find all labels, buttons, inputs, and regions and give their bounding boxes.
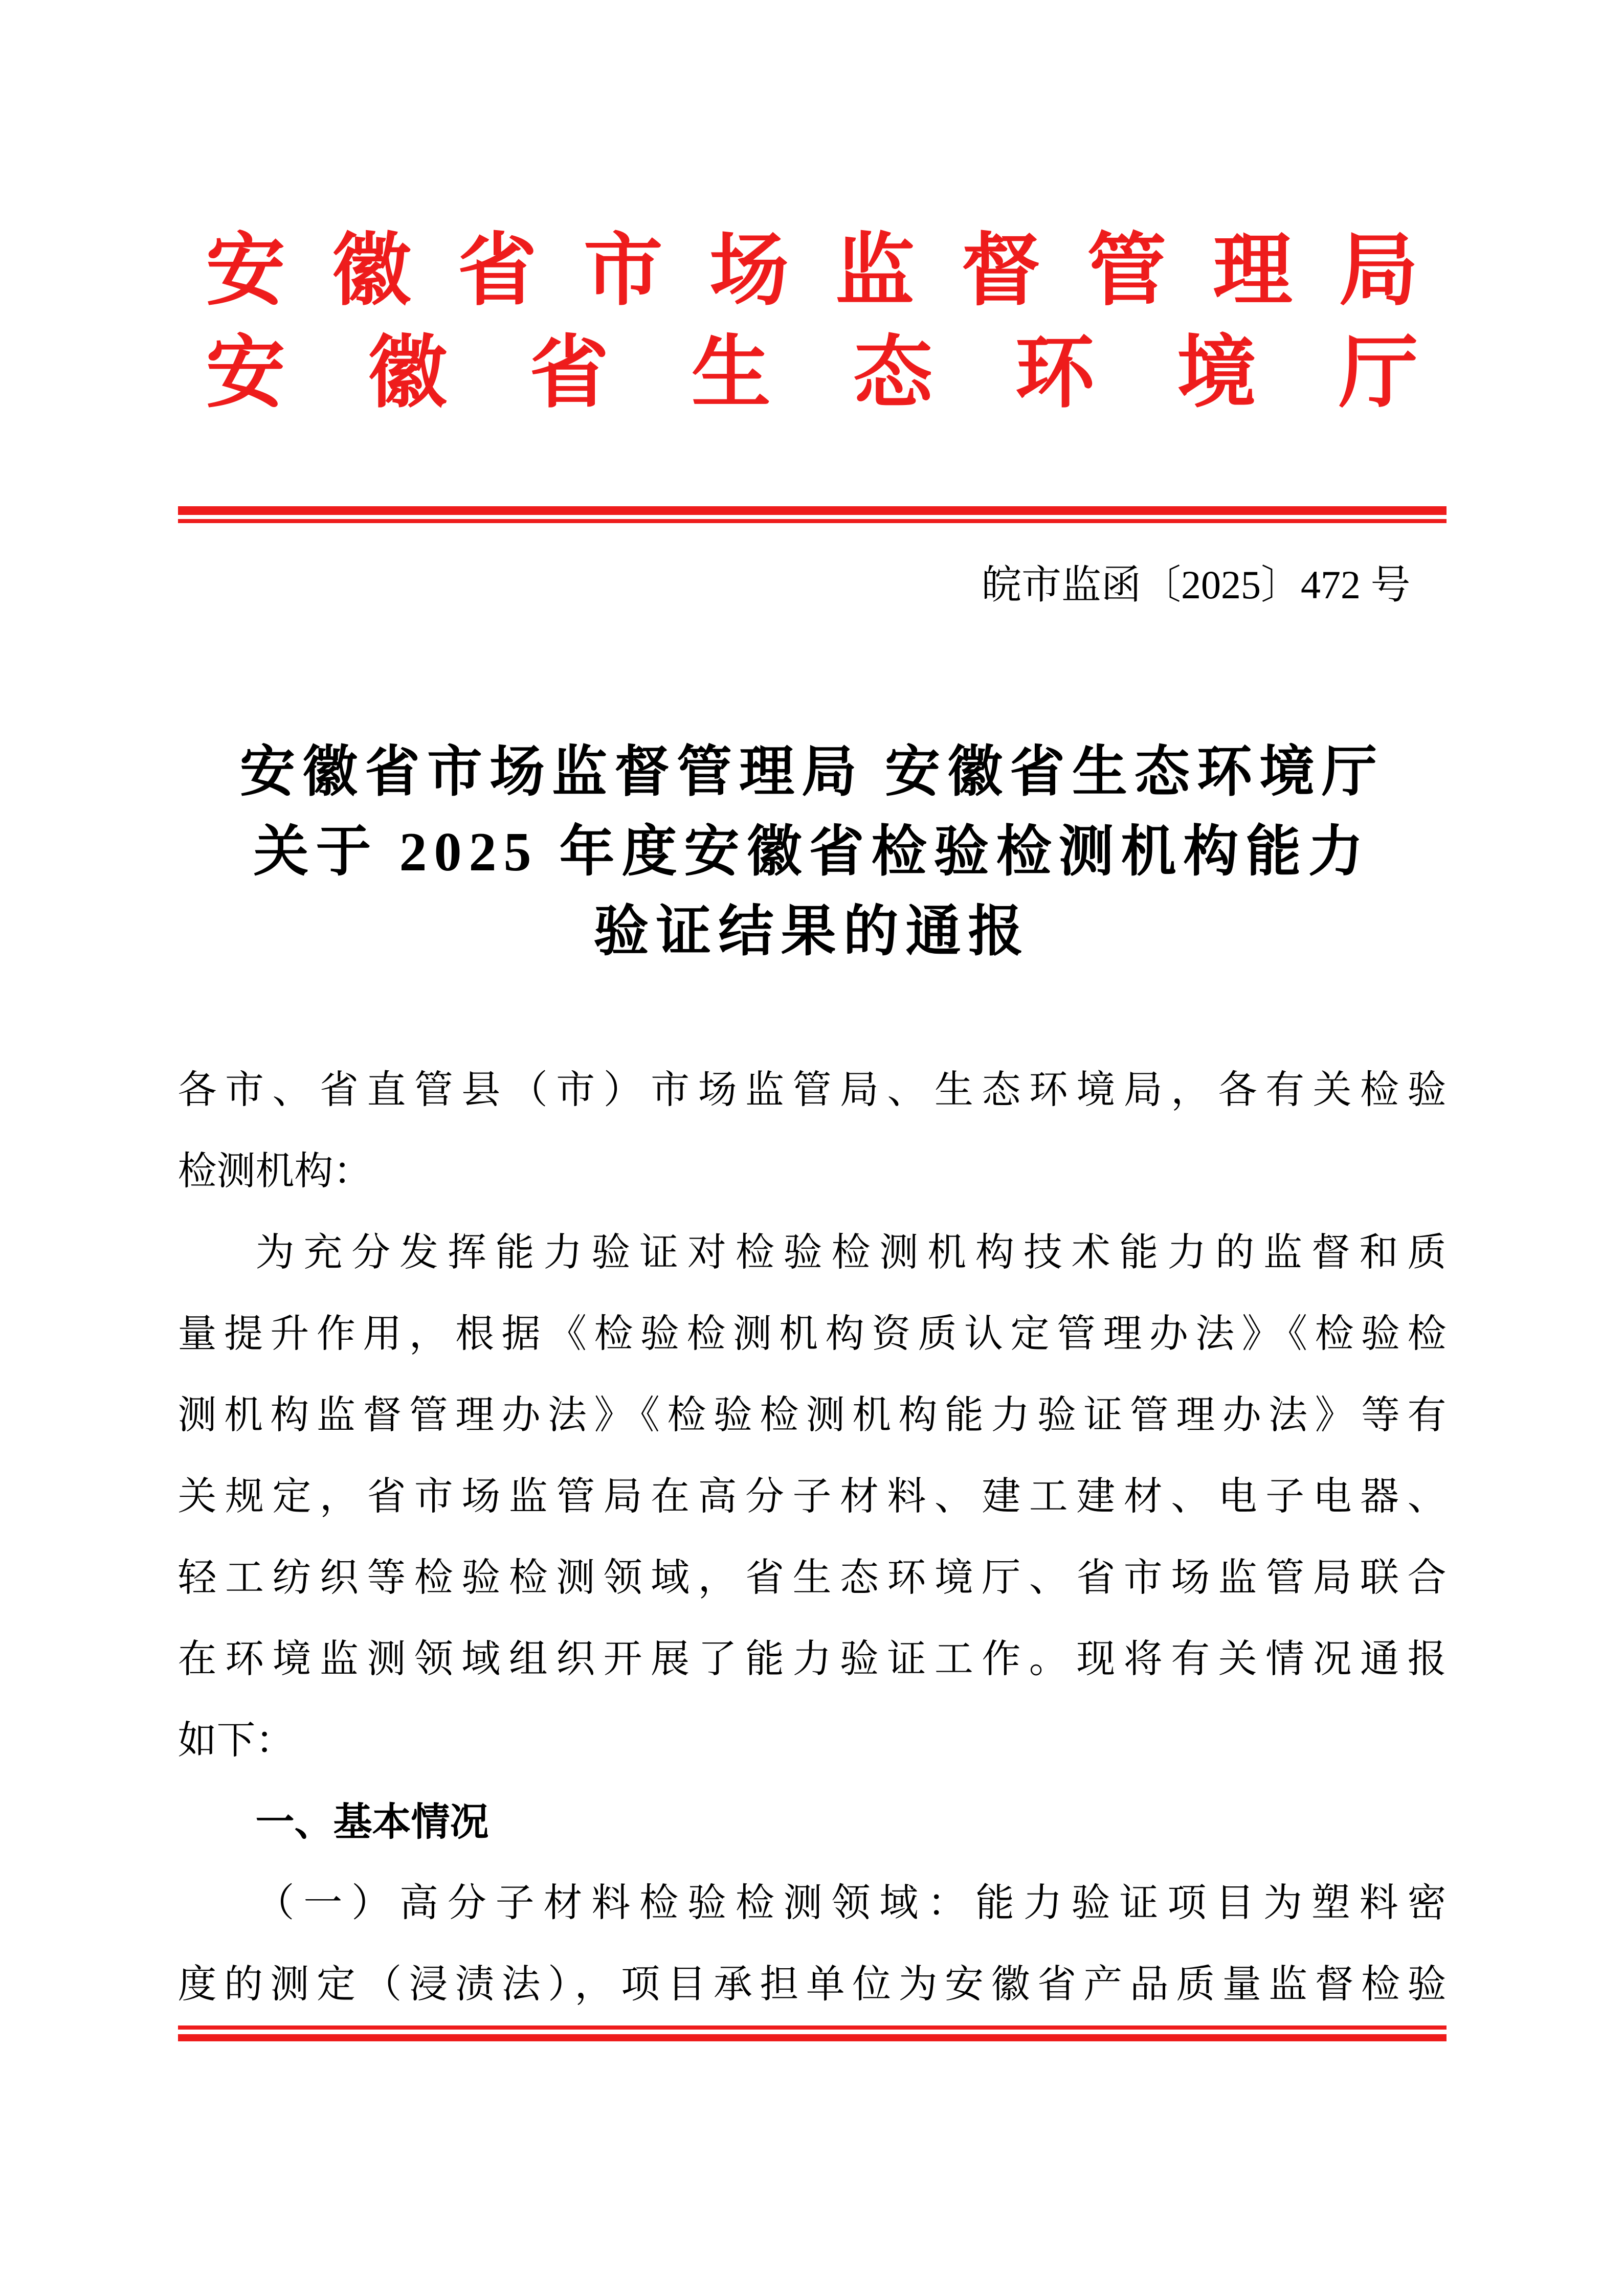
- document-title: [178, 733, 1447, 972]
- paragraph-line: 为充分发挥能力验证对检验检测机构技术能力的监督和质: [255, 1231, 1447, 1274]
- header-separator: [178, 506, 1447, 523]
- footer-separator-thin-line: [178, 2025, 1447, 2030]
- salutation-line: 检测机构：: [177, 1150, 372, 1193]
- footer-separator-thick-line: [178, 2034, 1447, 2041]
- document-body: [178, 1050, 1447, 2025]
- document-title-line3: 验证结果的通报: [593, 902, 1031, 962]
- footer-separator: [178, 2025, 1447, 2041]
- paragraph-line: 测机构监督管理办法》《检验检测机构能力验证管理办法》等有: [177, 1394, 1447, 1437]
- agency-name-line1: 安徽省市场监督管理局: [206, 227, 1418, 315]
- paragraph-line: （一）高分子材料检验检测领域：能力验证项目为塑料密: [255, 1882, 1447, 1925]
- header-separator-thin-line: [178, 519, 1447, 523]
- paragraph-line: 在环境监测领域组织开展了能力验证工作。现将有关情况通报: [177, 1638, 1447, 1681]
- paragraph-line: 如下：: [177, 1719, 295, 1762]
- salutation-line: 各市、省直管县（市）市场监管局、生态环境局，各有关检验: [177, 1069, 1447, 1112]
- paragraph-line: 量提升作用，根据《检验检测机构资质认定管理办法》《检验检: [177, 1313, 1447, 1356]
- document-page: [178, 0, 1447, 2041]
- paragraph-line: 关规定，省市场监管局在高分子材料、建工建材、电子电器、: [177, 1475, 1447, 1518]
- section-heading: 一、基本情况: [255, 1800, 489, 1844]
- paragraph-line: 度的测定（浸渍法），项目承担单位为安徽省产品质量监督检验: [177, 1963, 1447, 2006]
- document-number: 皖市监函〔2025〕472 号: [981, 562, 1411, 607]
- document-title-line2: 关于 2025 年度安徽省检验检测机构能力: [253, 822, 1371, 883]
- document-title-line1: 安徽省市场监督管理局 安徽省生态环境厅: [239, 742, 1384, 803]
- agency-name-line2: 安徽省生态环境厅: [206, 329, 1418, 417]
- header-separator-thick-line: [178, 506, 1447, 515]
- red-header: [178, 0, 1447, 424]
- paragraph-line: 轻工纺织等检验检测领域，省生态环境厅、省市场监管局联合: [177, 1557, 1447, 1600]
